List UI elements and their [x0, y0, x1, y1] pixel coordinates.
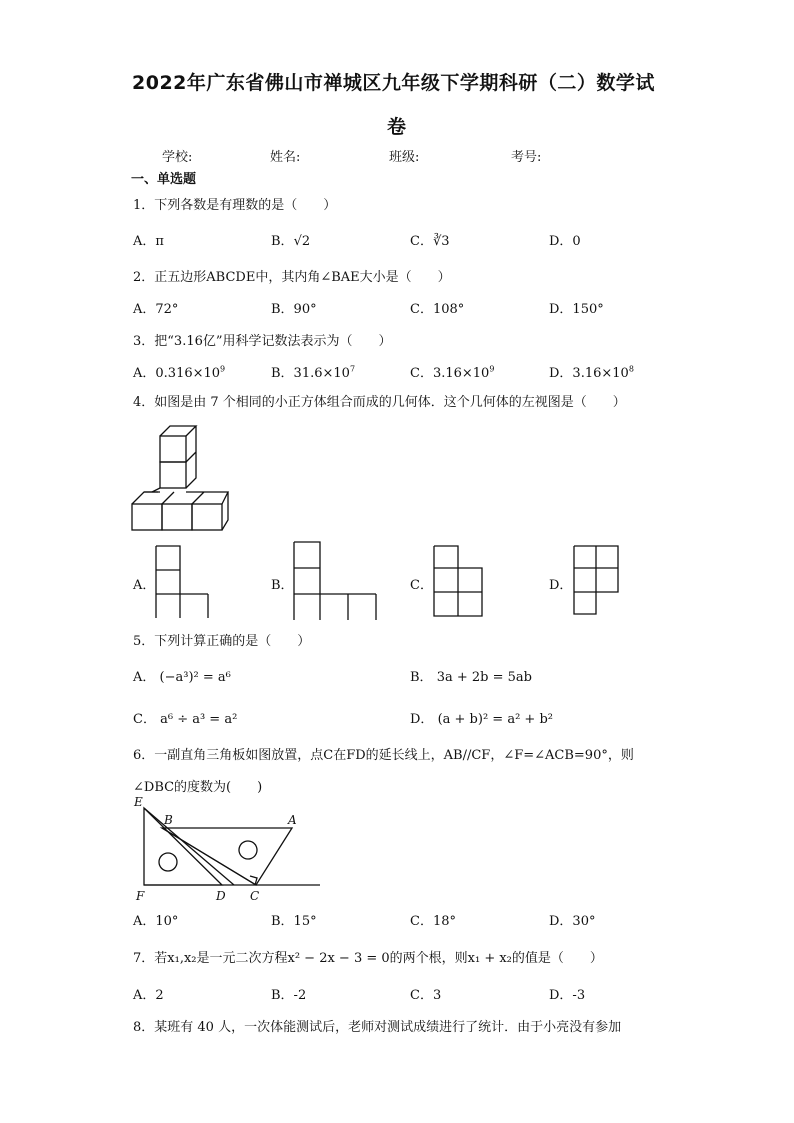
q5-option-d: D． (a + b)² = a² + b² — [410, 712, 553, 727]
school-label: 学校: — [162, 150, 193, 165]
q6-label-f: F — [136, 889, 145, 903]
section-heading: 一、单选题 — [131, 172, 197, 187]
q6-label-e: E — [134, 796, 143, 809]
q6-label-a: A — [288, 813, 297, 827]
q4-option-d: D． — [549, 578, 573, 593]
q6-option-a: A．10° — [133, 914, 179, 929]
q4-option-c: C． — [410, 578, 433, 593]
q7-option-b: B．-2 — [271, 988, 307, 1003]
q3-stem: 3．把“3.16亿”用科学记数法表示为（ ） — [133, 334, 392, 349]
q4-option-a: A． — [133, 578, 156, 593]
q6-option-b: B．15° — [271, 914, 317, 929]
q6-label-d: D — [216, 889, 226, 903]
q4-view-c — [432, 544, 484, 618]
q3-option-b: B．$31.6\times 10^7$ — [271, 364, 356, 381]
q6-stem-continued: ∠DBC的度数为( ) — [133, 780, 263, 795]
q7-option-a: A．2 — [133, 988, 164, 1003]
q5-stem: 5．下列计算正确的是（ ） — [133, 634, 311, 649]
q4-view-d — [572, 544, 620, 616]
q3-option-d: D．$3.16\times 10^8$ — [549, 364, 634, 381]
q2-option-c: C．108° — [410, 302, 465, 317]
q6-option-d: D．30° — [549, 914, 596, 929]
q3-option-a: A．$0.316\times 10^9$ — [133, 364, 226, 381]
q2-option-d: D．150° — [549, 302, 604, 317]
q1-option-c: C．∛3 — [410, 234, 450, 249]
q2-option-a: A．72° — [133, 302, 179, 317]
page-title: 2022年广东省佛山市禅城区九年级下学期科研（二）数学试 — [132, 72, 655, 94]
page-title-continued: 卷 — [387, 116, 407, 138]
q2-stem: 2．正五边形ABCDE中，其内角∠BAE大小是（ ） — [133, 270, 451, 285]
q6-label-c: C — [250, 889, 260, 903]
exam-number-label: 考号: — [511, 150, 542, 165]
q6-triangle-figure — [130, 796, 330, 904]
q4-option-b: B． — [271, 578, 294, 593]
q5-option-a: A． (−a³)² = a⁶ — [133, 670, 231, 685]
q1-stem: 1．下列各数是有理数的是（ ） — [133, 198, 337, 213]
q8-stem: 8．某班有 40 人，一次体能测试后，老师对测试成绩进行了统计．由于小亮没有参加 — [133, 1020, 622, 1035]
q7-stem: 7．若x₁,x₂是一元二次方程x² − 2x − 3 = 0的两个根，则x₁ + x₂的值是（ ） — [133, 951, 603, 966]
q1-option-a: A．π — [133, 234, 164, 249]
q4-view-b — [292, 540, 378, 622]
name-label: 姓名: — [270, 150, 301, 165]
q6-stem: 6．一副直角三角板如图放置，点C在FD的延长线上，AB//CF，∠F=∠ACB=90°，则 — [133, 748, 634, 763]
q1-option-d: D．0 — [549, 234, 581, 249]
q4-view-a — [154, 544, 210, 620]
q5-option-b: B． 3a + 2b = 5ab — [410, 670, 532, 685]
q6-label-b: B — [164, 813, 173, 827]
q5-option-c: C． a⁶ ÷ a³ = a² — [133, 712, 238, 727]
q1-option-b: B．√2 — [271, 234, 311, 249]
q3-option-c: C．$3.16\times 10^9$ — [410, 364, 495, 381]
q6-option-c: C．18° — [410, 914, 456, 929]
q4-cube-figure — [128, 420, 234, 532]
q7-option-d: D．-3 — [549, 988, 586, 1003]
q2-option-b: B．90° — [271, 302, 317, 317]
q4-stem: 4．如图是由 7 个相同的小正方体组合而成的几何体．这个几何体的左视图是（ ） — [133, 395, 626, 410]
q7-option-c: C．3 — [410, 988, 442, 1003]
class-label: 班级: — [389, 150, 420, 165]
